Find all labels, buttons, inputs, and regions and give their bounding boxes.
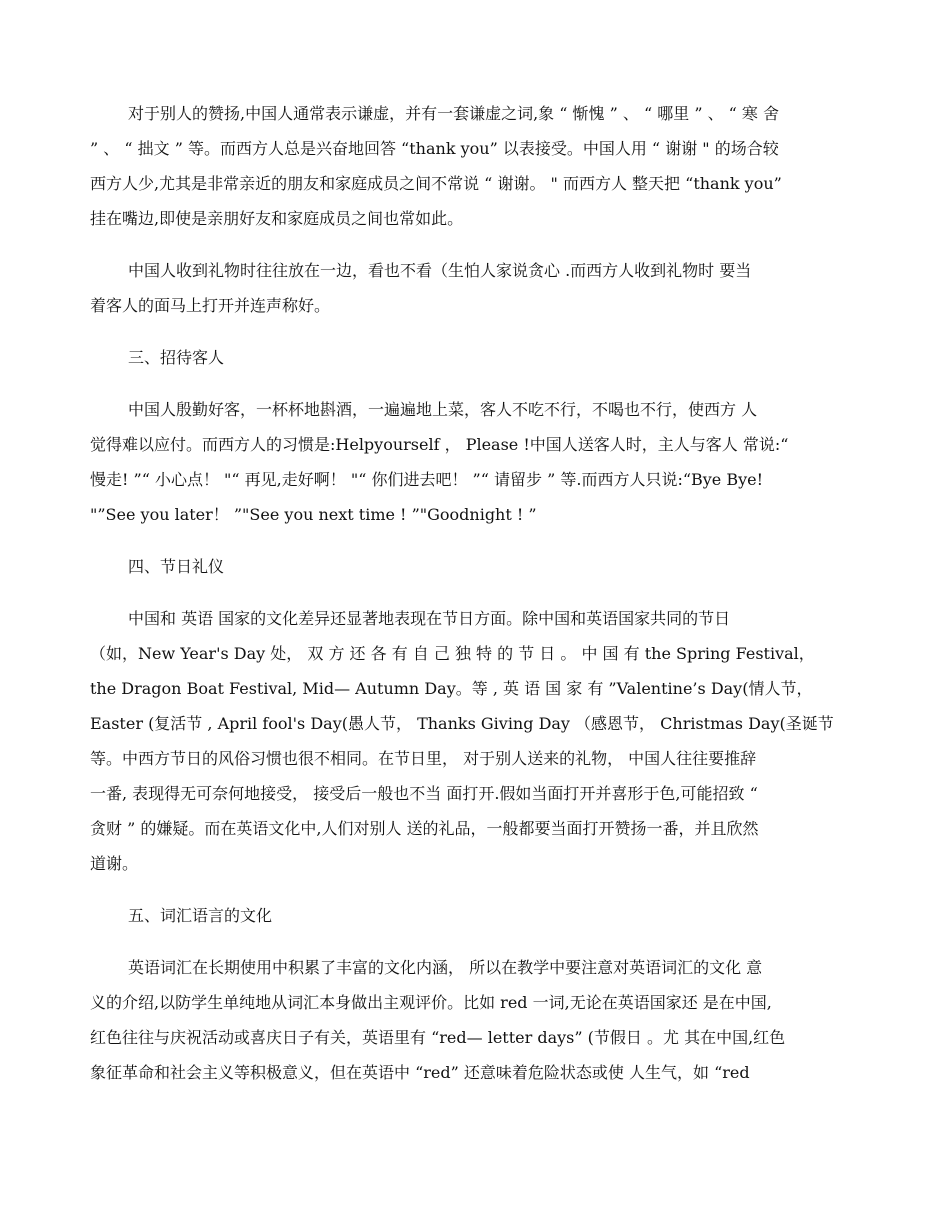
paragraph-line: Easter (复活节 , April fool's Day(愚人节， Thanks Giving Day （感恩节， Christmas Day(圣诞节 xyxy=(90,714,834,733)
paragraph-line: 对于别人的赞扬,中国人通常表示谦虚，并有一套谦虚之词,象 “ 惭愧 ” 、 “ 哪里 ” 、 “ 寒 舍 xyxy=(128,104,780,123)
paragraph-line: 中国人殷勤好客，一杯杯地斟酒，一遍遍地上菜，客人不吃不行，不喝也不行，使西方 人 xyxy=(128,400,758,419)
paragraph-line: the Dragon Boat Festival, Mid— Autumn Day。等 , 英 语 国 家 有 ”Valentine’s Day(情人节， xyxy=(90,679,813,698)
paragraph-line: 觉得难以应付。而西方人的习惯是:Helpyourself ， Please !中国人送客人时，主人与客人 常说:“ xyxy=(90,435,789,454)
paragraph-line: 象征革命和社会主义等积极意义，但在英语中 “red” 还意味着危险状态或使 人生气，如 “red xyxy=(90,1063,750,1082)
paragraph xyxy=(90,950,862,1090)
paragraph-line: 贪财 ” 的嫌疑。而在英语文化中,人们对别人 送的礼品，一般都要当面打开赞扬一番，并且欣然 xyxy=(90,819,759,838)
paragraph-line: ” 、 “ 拙文 ” 等。而西方人总是兴奋地回答 “thank you” 以表接受。中国人用 “ 谢谢 " 的场合较 xyxy=(90,139,779,158)
heading-text: 四、节日礼仪 xyxy=(128,557,225,576)
section-heading xyxy=(90,898,862,933)
section-heading xyxy=(90,549,862,584)
paragraph-line: "”See you later！ ”"See you next time ! ”"Goodnight ! ” xyxy=(90,505,537,524)
paragraph-line: 等。中西方节日的风俗习惯也很不相同。在节日里， 对于别人送来的礼物， 中国人往往要推辞 xyxy=(90,749,757,768)
paragraph-line: 西方人少,尤其是非常亲近的朋友和家庭成员之间不常说 “ 谢谢。 " 而西方人 整天把 “thank you” xyxy=(90,174,782,193)
paragraph-line: 义的介绍,以防学生单纯地从词汇本身做出主观评价。比如 red 一词,无论在英语国家还 是在中国, xyxy=(90,993,772,1012)
section-heading xyxy=(90,340,862,375)
paragraph-line: 慢走! ”“ 小心点！ "“ 再见,走好啊！ "“ 你们进去吧！ ”“ 请留步 ” 等.而西方人只说:“Bye Bye! xyxy=(90,470,764,489)
paragraph-line: 英语词汇在长期使用中积累了丰富的文化内涵， 所以在教学中要注意对英语词汇的文化 意 xyxy=(128,958,763,977)
document-body xyxy=(90,96,862,1107)
paragraph-line: 中国和 英语 国家的文化差异还显著地表现在节日方面。除中国和英语国家共同的节日 xyxy=(128,609,731,628)
heading-text: 五、词汇语言的文化 xyxy=(128,906,273,925)
paragraph-line: （如，New Year's Day 处， 双 方 还 各 有 自 己 独 特 的 节 日 。 中 国 有 the Spring Festival， xyxy=(90,644,815,663)
paragraph-line: 中国人收到礼物时往往放在一边，看也不看（生怕人家说贪心 .而西方人收到礼物时 要当 xyxy=(128,261,752,280)
paragraph xyxy=(90,253,862,323)
paragraph-line: 道谢。 xyxy=(90,854,139,873)
paragraph xyxy=(90,601,862,881)
heading-text: 三、招待客人 xyxy=(128,348,225,367)
paragraph-line: 挂在嘴边,即使是亲朋好友和家庭成员之间也常如此。 xyxy=(90,209,464,228)
paragraph-line: 红色往往与庆祝活动或喜庆日子有关，英语里有 “red— letter days” (节假日 。尤 其在中国,红色 xyxy=(90,1028,786,1047)
paragraph-line: 着客人的面马上打开并连声称好。 xyxy=(90,296,331,315)
paragraph xyxy=(90,392,862,532)
paragraph-line: 一番, 表现得无可奈何地接受， 接受后一般也不当 面打开.假如当面打开并喜形于色,可能招致 “ xyxy=(90,784,758,803)
paragraph xyxy=(90,96,862,236)
